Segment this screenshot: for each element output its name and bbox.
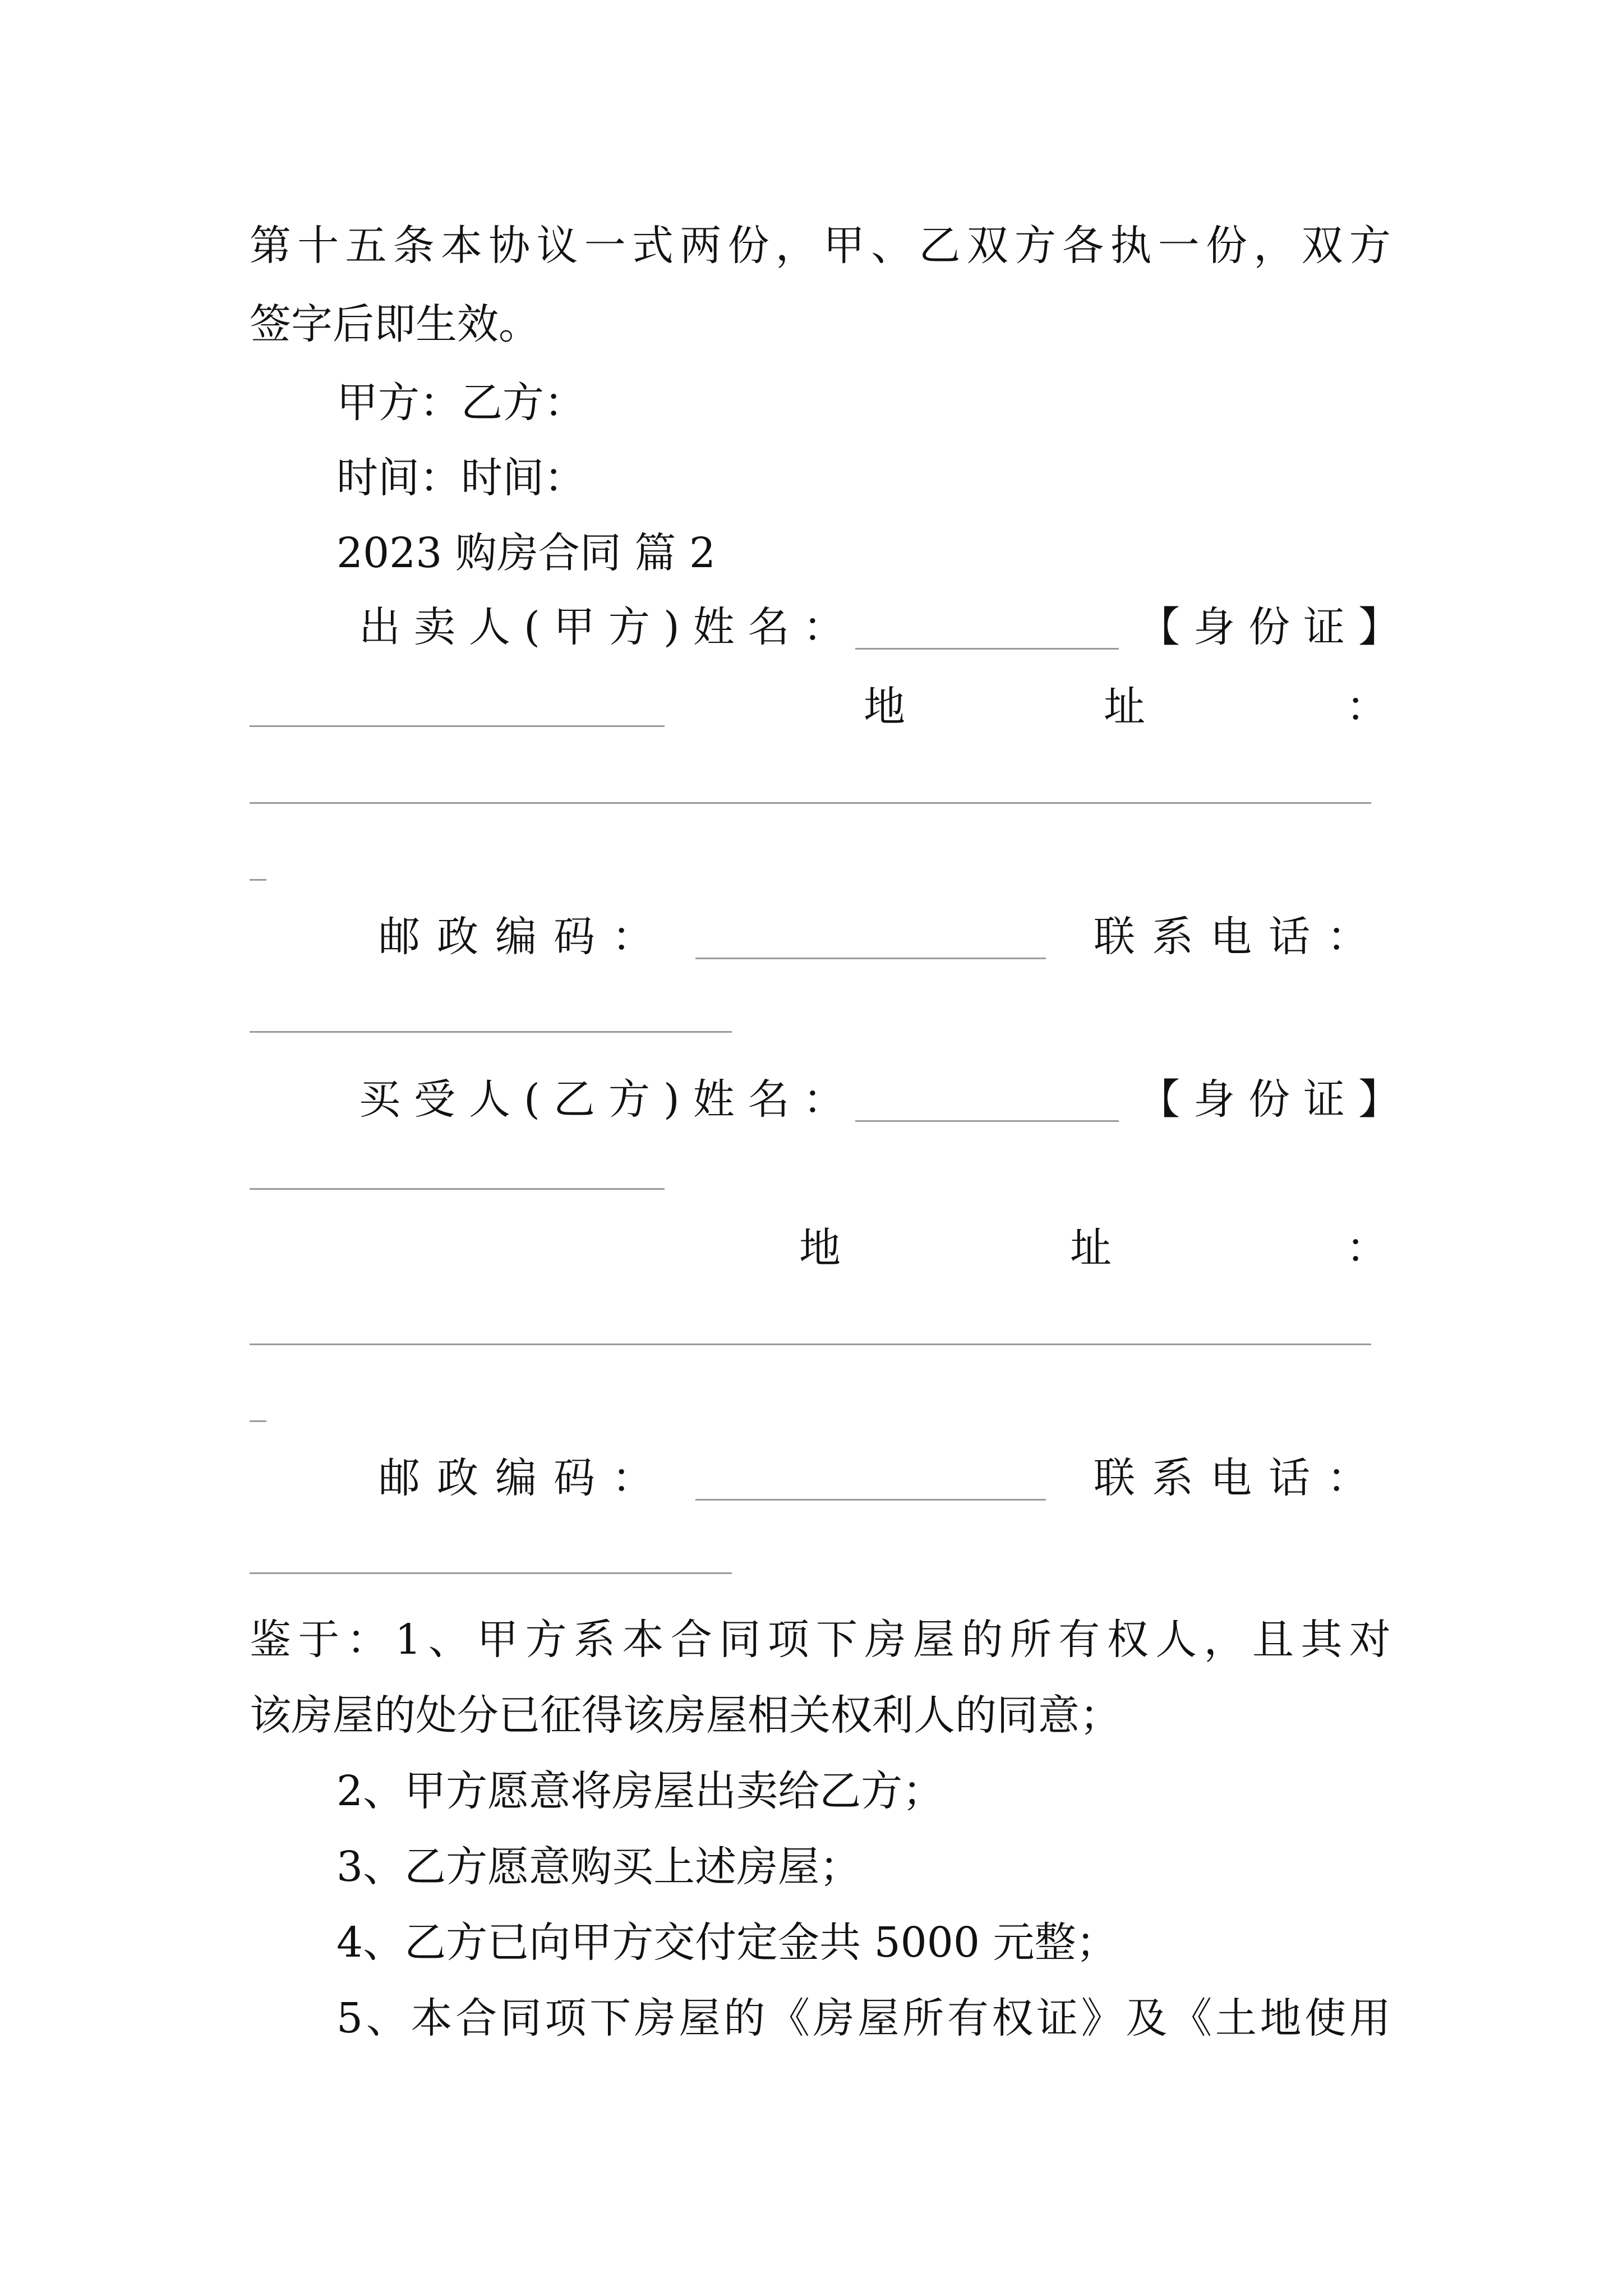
recital-5: 5 、 本 合 同 项 下 房 屋 的 《 房 屋 所 有 权 证 》 及 《 土 地 使 用	[336, 1994, 1391, 2042]
buyer-id-blank	[250, 1188, 665, 1190]
buyer-id-label: 【身份证】	[1138, 1075, 1413, 1124]
recital-1-line-1: 鉴 于 ： 1 、 甲 方 系 本 合 同 项 下 房 屋 的 所 有 权 人 ， 且 其 对	[250, 1616, 1391, 1664]
seller-postcode-blank	[695, 958, 1046, 959]
seller-id-blank	[250, 725, 665, 727]
recital-2: 2、甲方愿意将房屋出卖给乙方；	[336, 1767, 944, 1815]
buyer-postcode-blank	[695, 1499, 1046, 1501]
clause-15-line-1: 第 十 五 条 本 协 议 一 式 两 份 ， 甲 、 乙 双 方 各 执 一 份 ， 双 方	[250, 222, 1391, 270]
buyer-phone-blank	[250, 1572, 732, 1574]
party-signature-line: 甲方：乙方：	[336, 379, 585, 427]
seller-address-blank-tail	[250, 879, 266, 881]
section-heading: 2023 购房合同 篇 2	[336, 529, 716, 577]
recital-4: 4、乙方已向甲方交付定金共 5000 元整；	[336, 1918, 1118, 1967]
seller-phone-blank	[250, 1031, 732, 1033]
seller-address-colon: ：	[1346, 683, 1387, 731]
signature-date-line: 时间：时间：	[336, 454, 585, 502]
seller-address-blank	[250, 802, 1371, 804]
buyer-phone-label: 联系电话：	[1094, 1454, 1385, 1502]
seller-postcode-label: 邮政编码：	[379, 913, 670, 961]
seller-id-label: 【身份证】	[1138, 603, 1413, 651]
recital-1-line-2: 该房屋的处分已征得该房屋相关权利人的同意；	[250, 1691, 1121, 1740]
buyer-name-label: 买受人(乙方)姓名：	[359, 1075, 858, 1124]
buyer-address-char-2: 址	[1070, 1224, 1112, 1272]
clause-15-line-2: 签字后即生效。	[250, 300, 540, 348]
seller-address-char-2: 址	[1104, 683, 1145, 731]
seller-name-blank	[855, 648, 1119, 650]
recital-3: 3、乙方愿意购买上述房屋；	[336, 1843, 861, 1891]
buyer-address-char-1: 地	[799, 1224, 841, 1272]
buyer-address-blank-tail	[250, 1420, 266, 1422]
buyer-postcode-label: 邮政编码：	[379, 1454, 670, 1502]
buyer-address-blank	[250, 1343, 1371, 1345]
seller-phone-label: 联系电话：	[1094, 913, 1385, 961]
seller-name-label: 出卖人(甲方)姓名：	[359, 603, 858, 651]
buyer-name-blank	[855, 1120, 1119, 1122]
seller-address-char-1: 地	[864, 683, 905, 731]
buyer-address-colon: ：	[1346, 1224, 1387, 1272]
